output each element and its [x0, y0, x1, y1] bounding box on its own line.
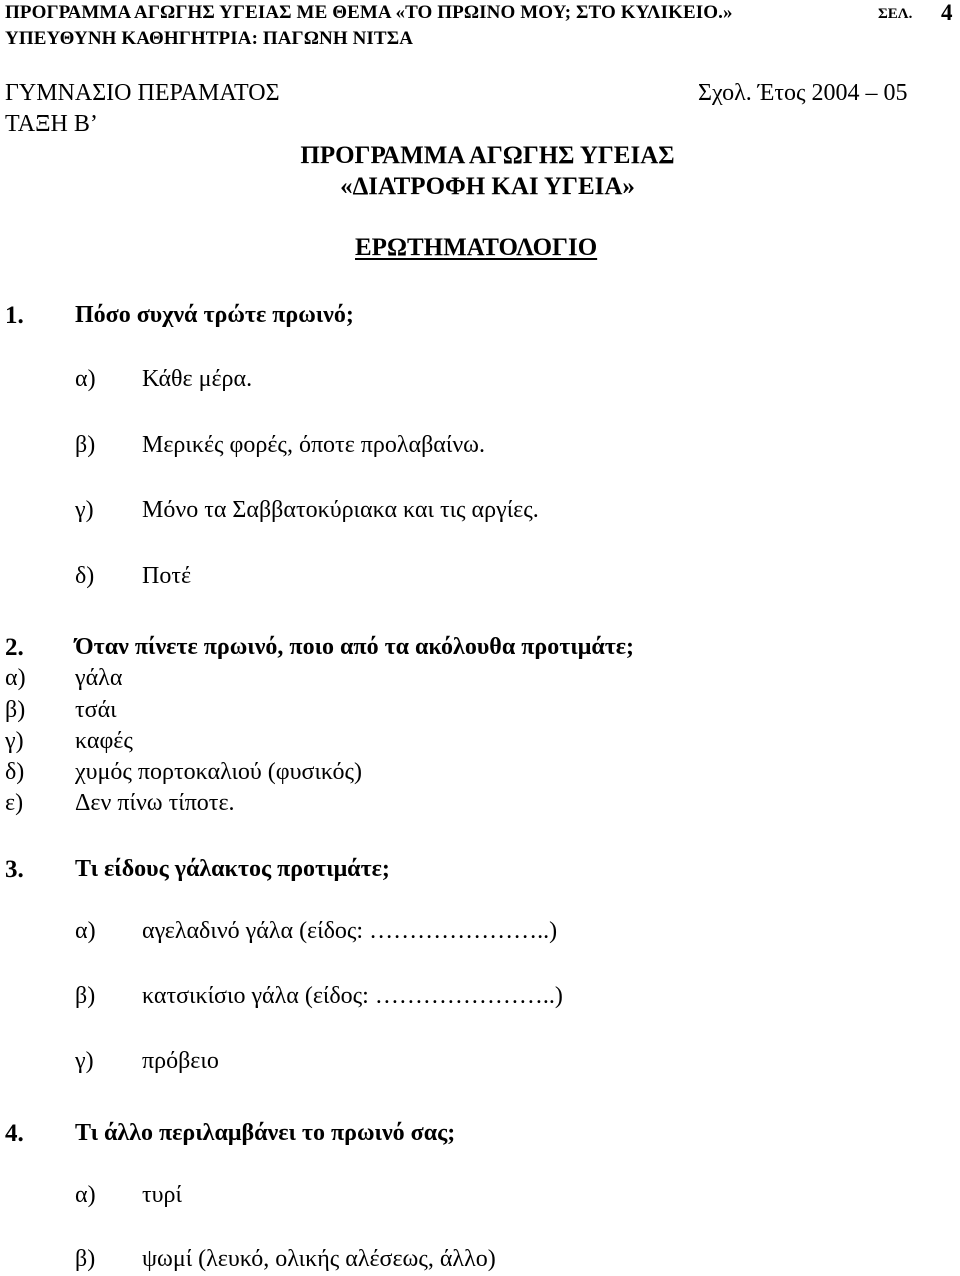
- option-label: δ): [5, 759, 25, 785]
- question-number: 2.: [5, 634, 24, 661]
- question-number: 4.: [5, 1120, 24, 1147]
- questionnaire-title: ΕΡΩΤΗΜΑΤΟΛΟΓΙΟ: [355, 234, 598, 261]
- question-number: 1.: [5, 302, 24, 329]
- option-text: χυμός πορτοκαλιού (φυσικός): [75, 759, 362, 785]
- option-text: τσάι: [75, 697, 117, 723]
- question-1-text: Πόσο συχνά τρώτε πρωινό;: [75, 302, 354, 328]
- page-number: 4: [941, 0, 953, 25]
- option-label: β): [75, 983, 96, 1009]
- school-name: ΓΥΜΝΑΣΙΟ ΠΕΡΑΜΑΤΟΣ: [5, 80, 280, 106]
- option-text: τυρί: [142, 1182, 182, 1208]
- option-label: β): [5, 697, 26, 723]
- question-4-text: Τι άλλο περιλαμβάνει το πρωινό σας;: [75, 1120, 456, 1146]
- option-text: αγελαδινό γάλα (είδος: …………………..): [142, 918, 558, 944]
- option-text: γάλα: [75, 665, 123, 691]
- option-text: πρόβειο: [142, 1048, 219, 1074]
- option-label: α): [75, 1182, 96, 1208]
- program-title: ΠΡΟΓΡΑΜΜΑ ΑΓΩΓΗΣ ΥΓΕΙΑΣ: [300, 142, 675, 169]
- option-text: καφές: [75, 728, 133, 754]
- option-text: Μόνο τα Σαββατοκύριακα και τις αργίες.: [142, 497, 539, 523]
- program-header: ΠΡΟΓΡΑΜΜΑ ΑΓΩΓΗΣ ΥΓΕΙΑΣ ΜΕ ΘΕΜΑ «ΤΟ ΠΡΩΙΝΟ ΜΟΥ; ΣΤΟ ΚΥΛΙΚΕΙΟ.»: [5, 2, 733, 23]
- program-subtitle: «ΔΙΑΤΡΟΦΗ ΚΑΙ ΥΓΕΙΑ»: [340, 173, 635, 200]
- option-label: α): [75, 366, 96, 392]
- option-text: κατσικίσιο γάλα (είδος: …………………..): [142, 983, 563, 1009]
- class-label: ΤΑΞΗ Β’: [5, 111, 98, 137]
- question-3-text: Τι είδους γάλακτος προτιμάτε;: [75, 856, 390, 882]
- school-year: Σχολ. Έτος 2004 – 05: [698, 80, 908, 106]
- teacher-line: ΥΠΕΥΘΥΝΗ ΚΑΘΗΓΗΤΡΙΑ: ΠΑΓΩΝΗ ΝΙΤΣΑ: [5, 28, 414, 49]
- option-label: ε): [5, 790, 24, 816]
- option-text: Δεν πίνω τίποτε.: [75, 790, 235, 816]
- question-number: 3.: [5, 856, 24, 883]
- option-label: γ): [75, 1048, 94, 1074]
- option-text: Ποτέ: [142, 563, 192, 589]
- option-label: γ): [75, 497, 94, 523]
- option-label: α): [5, 665, 26, 691]
- question-2-text: Όταν πίνετε πρωινό, ποιο από τα ακόλουθα προτιμάτε;: [75, 634, 635, 660]
- option-text: Μερικές φορές, όποτε προλαβαίνω.: [142, 432, 485, 458]
- page-label: ΣΕΛ.: [878, 6, 913, 22]
- option-label: α): [75, 918, 96, 944]
- option-label: γ): [5, 728, 24, 754]
- option-text: ψωμί (λευκό, ολικής αλέσεως, άλλο): [142, 1246, 496, 1272]
- option-label: β): [75, 1246, 96, 1272]
- option-label: δ): [75, 563, 95, 589]
- option-text: Κάθε μέρα.: [142, 366, 253, 392]
- option-label: β): [75, 432, 96, 458]
